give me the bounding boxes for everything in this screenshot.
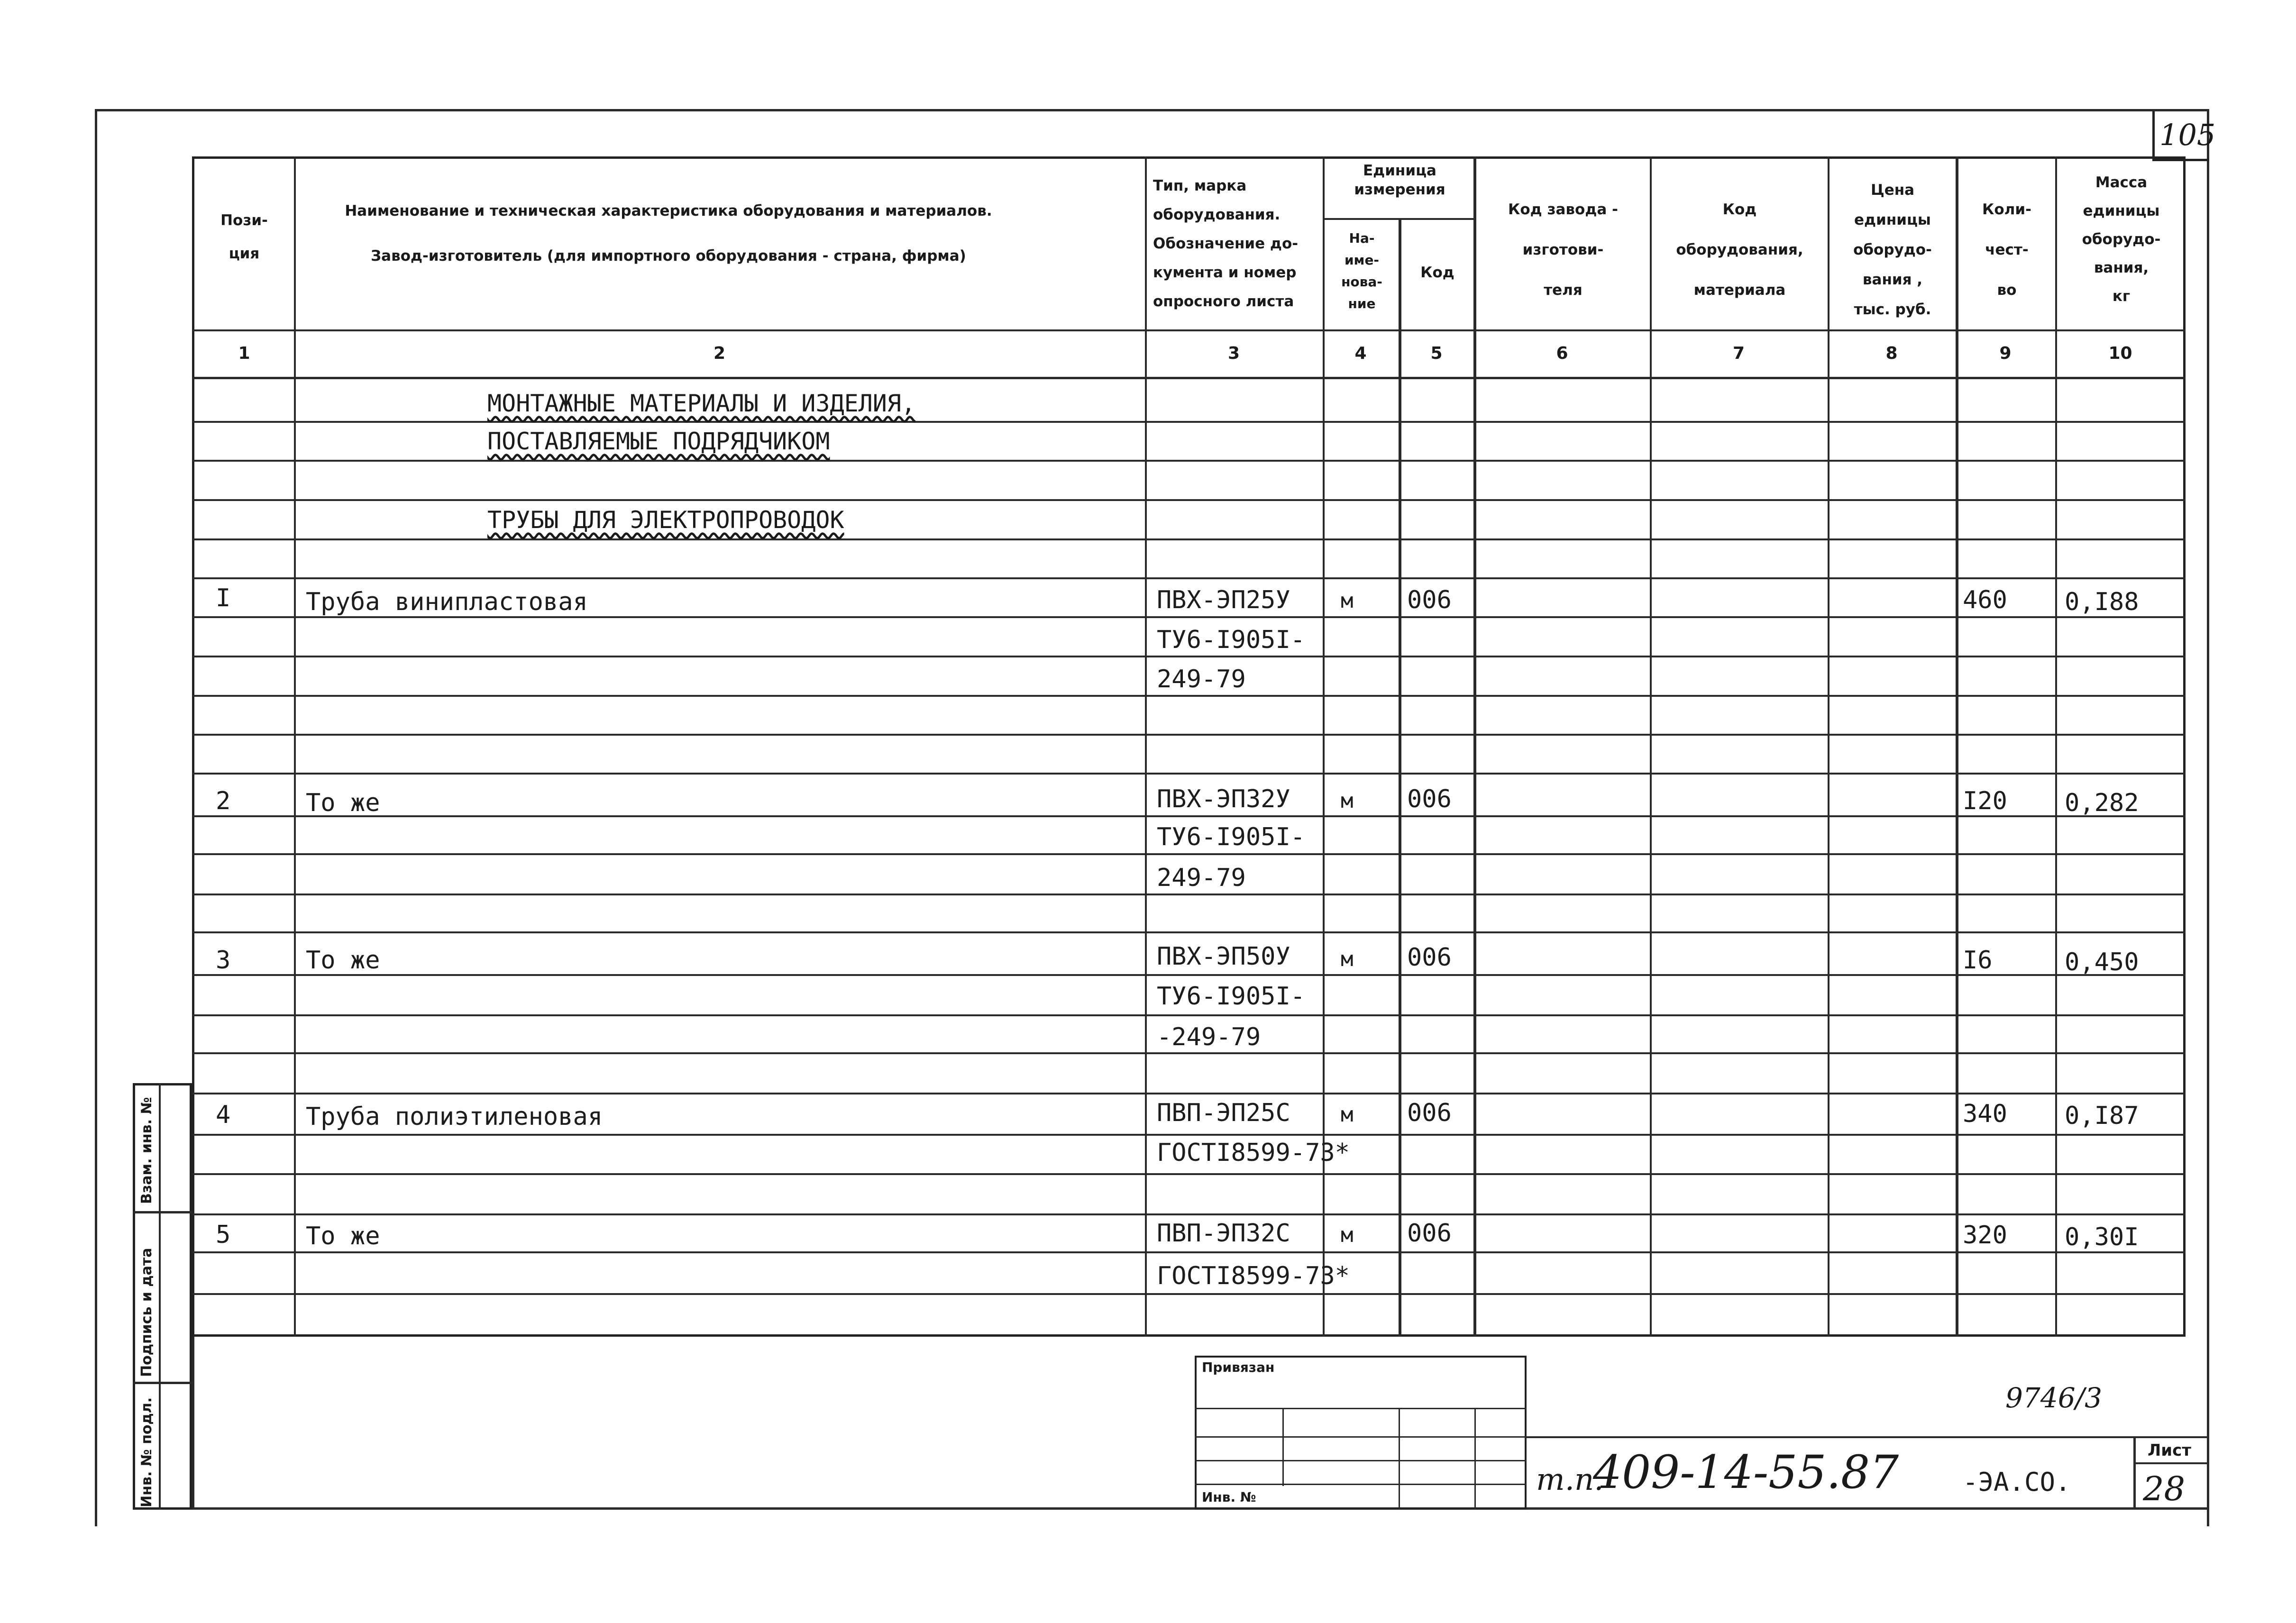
binding-line — [1195, 1460, 1527, 1461]
row2-mass: 0,282 — [2065, 789, 2139, 817]
row-line — [192, 460, 2186, 462]
row-line — [192, 1093, 2186, 1094]
row-line — [192, 1014, 2186, 1016]
header-equipment-code: Код оборудования, материала — [1676, 201, 1803, 299]
sheet-number: 28 — [2143, 1469, 2186, 1508]
row3-mass: 0,450 — [2065, 948, 2139, 976]
row3-type-3: -249-79 — [1157, 1023, 1261, 1051]
header-price: Цена единицы оборудо- вания , тыс. руб. — [1853, 182, 1932, 318]
binding-vline — [1474, 1408, 1476, 1510]
row3-type-1: ПВХ-ЭП50У — [1157, 942, 1290, 971]
row5-mass: 0,30I — [2065, 1223, 2139, 1251]
header-mass: Масса единицы оборудо- вания, кг — [2082, 174, 2161, 305]
side-label-signature-date: Подпись и дата — [138, 1248, 155, 1377]
header-type: Тип, марка оборудования. Обозначение до- кумента и номер опросного листа — [1153, 177, 1299, 310]
colnum-5: 5 — [1430, 344, 1443, 363]
header-name-line1: Наименование и техническая характеристика оборудования и материалов. — [345, 202, 992, 219]
row2-code: 006 — [1407, 785, 1452, 813]
inv-label: Инв. № — [1202, 1489, 1256, 1505]
row1-type-3: 249-79 — [1157, 665, 1246, 693]
header-unit-group: Единица измерения — [1354, 162, 1445, 198]
row-line — [192, 853, 2186, 855]
section-title-line2: ПОСТАВЛЯЕМЫЕ ПОДРЯДЧИКОМ — [487, 428, 830, 455]
colnum-4: 4 — [1354, 344, 1367, 363]
title-block-top — [1527, 1436, 2209, 1438]
header-factory-code: Код завода - изготови- теля — [1508, 201, 1618, 299]
colnum-1: 1 — [238, 344, 250, 363]
binding-vline — [1399, 1408, 1400, 1510]
row-line — [192, 538, 2186, 540]
section-subtitle: ТРУБЫ ДЛЯ ЭЛЕКТРОПРОВОДОК — [487, 506, 844, 534]
col-line-5 — [1473, 156, 1476, 1337]
row1-name: Труба винипластовая — [306, 588, 588, 616]
row1-code: 006 — [1407, 586, 1452, 614]
row-line — [192, 815, 2186, 817]
col-line-4 — [1399, 218, 1401, 1337]
row4-unit: м — [1341, 1103, 1354, 1127]
row1-qty: 460 — [1963, 586, 2007, 614]
row-line — [192, 1134, 2186, 1136]
side-label-original-inv: Инв. № подл. — [138, 1397, 155, 1507]
col-line-8 — [1956, 156, 1958, 1337]
row3-code: 006 — [1407, 943, 1452, 972]
row3-unit: м — [1341, 947, 1354, 971]
row2-type-1: ПВХ-ЭП32У — [1157, 785, 1290, 813]
row2-unit: м — [1341, 789, 1354, 813]
bottom-left-frame — [192, 1337, 194, 1510]
row5-qty: 320 — [1963, 1221, 2007, 1249]
designation-prefix: т.п. — [1536, 1462, 1604, 1497]
row1-position: I — [216, 584, 231, 612]
row4-position: 4 — [216, 1101, 231, 1129]
binding-vline — [1282, 1408, 1284, 1486]
row-line — [192, 1213, 2186, 1215]
side-stamp-divider — [133, 1382, 192, 1384]
section-title-line1: МОНТАЖНЫЕ МАТЕРИАЛЫ И ИЗДЕЛИЯ, — [487, 390, 916, 417]
row-line — [192, 695, 2186, 697]
outer-frame-left — [95, 109, 97, 1526]
binding-line — [1195, 1484, 1527, 1485]
header-unit-code: Код — [1420, 264, 1454, 281]
designation-suffix: -ЭА.СО. — [1963, 1467, 2071, 1497]
row-line — [192, 1293, 2186, 1295]
binding-label: Привязан — [1202, 1359, 1275, 1375]
row2-position: 2 — [216, 787, 231, 815]
header-position: Пози- ция — [220, 212, 268, 262]
row5-type-2: ГОСТI8599-73* — [1157, 1262, 1350, 1290]
row-line — [192, 499, 2186, 501]
binding-stamp-box — [1195, 1356, 1527, 1510]
row2-type-3: 249-79 — [1157, 864, 1246, 892]
project-number: 9746/3 — [2005, 1382, 2103, 1414]
side-stamp-divider — [133, 1211, 192, 1213]
row2-name: То же — [306, 789, 380, 817]
row5-position: 5 — [216, 1221, 231, 1249]
row4-code: 006 — [1407, 1099, 1452, 1127]
row4-name: Труба полиэтиленовая — [306, 1103, 603, 1131]
row-line — [192, 1052, 2186, 1054]
top-sheet-number: 105 — [2159, 118, 2216, 152]
row4-type-2: ГОСТI8599-73* — [1157, 1139, 1350, 1167]
row3-position: 3 — [216, 946, 231, 975]
col-line-1 — [294, 156, 296, 1337]
col-line-9 — [2055, 156, 2057, 1337]
row4-mass: 0,I87 — [2065, 1102, 2139, 1130]
row3-type-2: ТУ6-I905I- — [1157, 982, 1306, 1011]
row4-qty: 340 — [1963, 1100, 2007, 1128]
colnum-6: 6 — [1556, 344, 1568, 363]
row3-name: То же — [306, 946, 380, 975]
row-line — [192, 974, 2186, 976]
sheet-box-divider — [2133, 1462, 2209, 1464]
row1-type-2: ТУ6-I905I- — [1157, 626, 1306, 654]
row-line — [192, 421, 2186, 423]
row5-type-1: ПВП-ЭП32С — [1157, 1219, 1290, 1248]
header-quantity: Коли- чест- во — [1982, 201, 2031, 299]
header-name-line2: Завод-изготовитель (для импортного оборудования - страна, фирма) — [371, 247, 966, 264]
sheet-box-left — [2133, 1436, 2136, 1510]
outer-frame-right — [2207, 109, 2209, 1526]
row1-mass: 0,I88 — [2065, 588, 2139, 616]
side-label-replace-inv: Взам. инв. № — [138, 1097, 155, 1204]
row5-name: То же — [306, 1222, 380, 1250]
row-line — [192, 773, 2186, 775]
binding-line — [1195, 1436, 1527, 1438]
colnum-10: 10 — [2108, 344, 2132, 363]
colnum-2: 2 — [713, 344, 726, 363]
row5-unit: м — [1341, 1223, 1354, 1247]
colnum-divider — [192, 377, 2186, 379]
col-line-6 — [1650, 156, 1652, 1337]
row-line — [192, 734, 2186, 736]
row-line — [192, 656, 2186, 657]
binding-line — [1195, 1408, 1527, 1409]
row2-qty: I20 — [1963, 787, 2007, 815]
row4-type-1: ПВП-ЭП25С — [1157, 1099, 1290, 1127]
row5-code: 006 — [1407, 1219, 1452, 1248]
row-line — [192, 894, 2186, 895]
header-unit-name: На- име- нова- ние — [1341, 230, 1382, 311]
row1-type-1: ПВХ-ЭП25У — [1157, 586, 1290, 614]
side-stamp-inner-line — [159, 1083, 161, 1510]
row-line — [192, 577, 2186, 579]
col-line-2 — [1145, 156, 1147, 1337]
row2-type-2: ТУ6-I905I- — [1157, 823, 1306, 851]
sheet-label: Лист — [2148, 1441, 2191, 1460]
outer-frame-top — [95, 109, 2209, 111]
row-line — [192, 1173, 2186, 1175]
row-line — [192, 1251, 2186, 1253]
colnum-9: 9 — [1999, 344, 2012, 363]
row1-unit: м — [1341, 589, 1354, 613]
row-line — [192, 931, 2186, 933]
designation: 409-14-55.87 — [1593, 1446, 1899, 1499]
row-line — [192, 616, 2186, 618]
row3-qty: I6 — [1963, 946, 1993, 975]
colnum-7: 7 — [1732, 344, 1745, 363]
header-divider — [192, 329, 2186, 331]
col-line-7 — [1828, 156, 1829, 1337]
colnum-3: 3 — [1227, 344, 1240, 363]
colnum-8: 8 — [1885, 344, 1898, 363]
